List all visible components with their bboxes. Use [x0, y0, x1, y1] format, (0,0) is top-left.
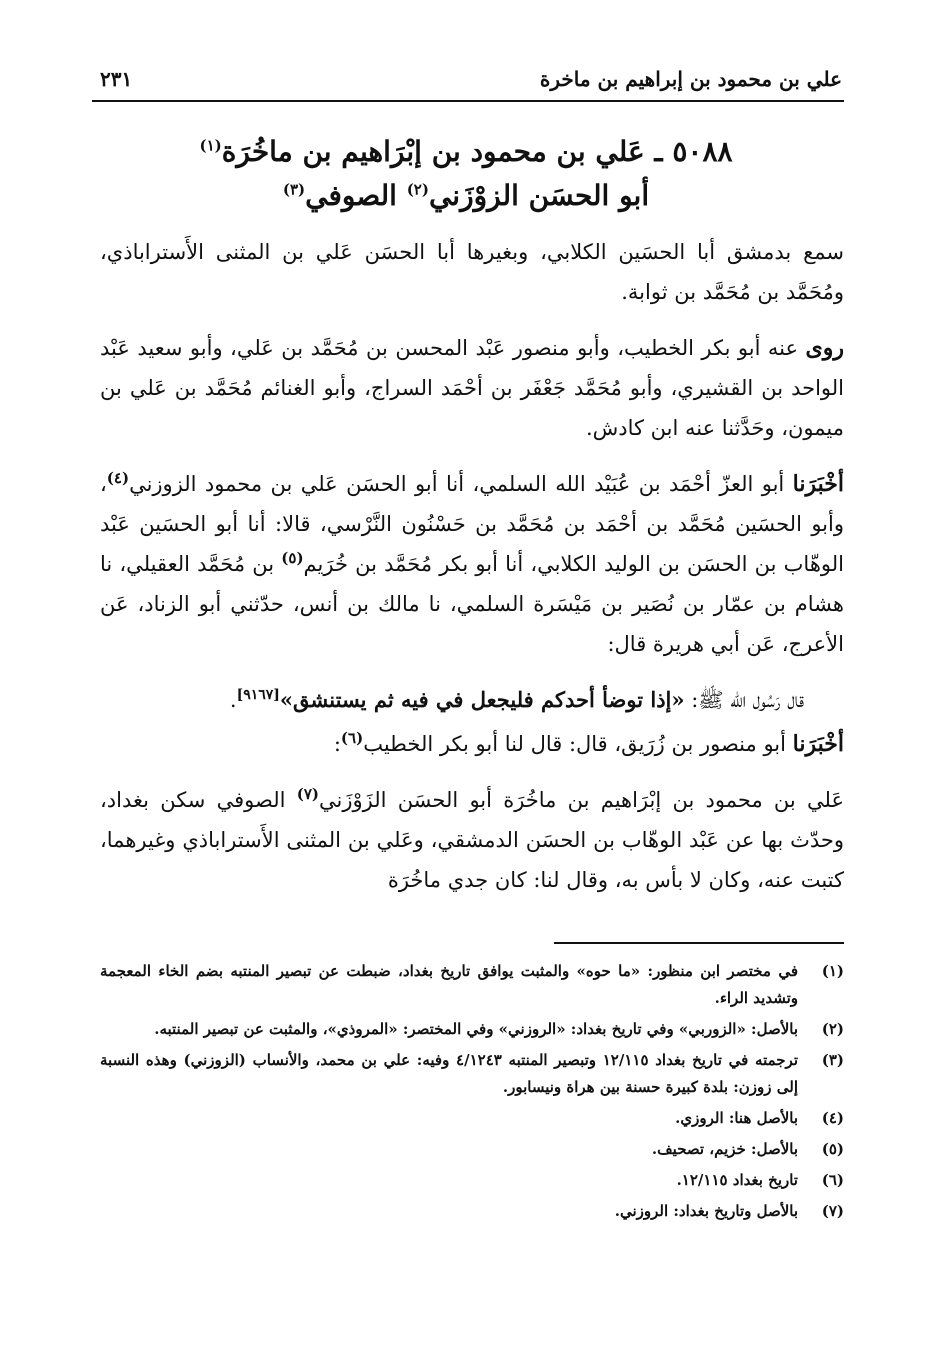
footnote-text: بالأصل وتاريخ بغداد: الروزني. [614, 1202, 798, 1220]
footnote-item [100, 1105, 844, 1132]
kunya-nisba: أبو الحسَن الزوْزَني [428, 179, 650, 212]
footnote-text: ترجمته في تاريخ بغداد ١٢/١١٥ وتبصير المنتبه ٤/١٢٤٣ وفيه: علي بن محمد، والأنساب (الزوزني) وهذه النسبة إلى زوزن: بلدة كبيرة حسنة بين هراة ونيسابور. [100, 1051, 798, 1096]
hadith-text: «إذا توضأ أحدكم فليجعل في فيه ثم يستنشق» [279, 687, 685, 712]
header-rule [92, 100, 844, 102]
footnote-number: (٣) [821, 1051, 844, 1069]
paragraph-text: الصوفي سكن بغداد، وحدّث بها عن عَبْد الوهّاب بن الحسَن الدمشقي، وعَلي بن المثنى الأَستراباذي وغيرهما، كتبت عنه، وكان لا بأس به، وقال لنا: كان جدي ماخُرَة [100, 788, 844, 892]
paragraph-text: عنه أبو بكر الخطيب، وأبو منصور عَبْد المحسن بن مُحَمَّد بن عَلي، وأبو سعيد عَبْد الواحد بن القشيري، وأبو مُحَمَّد جَعْفَر بن أحْمَد السراج، وأبو الغنائم مُحَمَّد بن عَلي بن ميمون، وحَدَّثنا عنه ابن كادش. [100, 336, 844, 440]
paragraph-second-isnad [100, 724, 844, 764]
footnote-item [100, 958, 844, 1012]
footnote-number: (٤) [821, 1109, 844, 1127]
footnote-marker: (٥) [281, 549, 304, 567]
footnote-marker: (٧) [296, 785, 319, 803]
paragraph-text: ، وأبو الحسَين مُحَمَّد بن أحْمَد بن مُحَمَّد بن حَسْنُون النَّرْسي، قالا: أنا أبو الحسَين عَبْد الوهّاب بن الحسَن بن الوليد الكلابي، أنا أبو بكر مُحَمَّد بن خُرَيم [100, 472, 844, 576]
paragraph-end: : [333, 732, 341, 756]
page-header [100, 62, 842, 96]
paragraph-text: بن مُحَمَّد العقيلي، نا هشام بن عمّار بن نُصَير بن مَيْسَرة السلمي، نا مالك بن أنس، حدّثني أبو الزناد، عَن الأعرج، عَن أبي هريرة قال: [100, 552, 844, 656]
footnote-number: (٢) [821, 1020, 844, 1038]
hadith-end: . [229, 688, 237, 712]
footnote-text: في مختصر ابن منظور: «ما حوه» والمثبت يوافق تاريخ بغداد، ضبطت عن تبصير المنتبه بضم الخاء المعجمة وتشديد الراء. [100, 962, 798, 1007]
footnote-text: بالأصل هنا: الروزي. [675, 1109, 798, 1127]
paragraph-text: عَلي بن محمود بن إبْرَاهيم بن ماخُرَة أبو الحسَن الزَوْزَني [319, 788, 844, 812]
footnote-number: (٥) [821, 1140, 844, 1158]
entry-number-and-name: ٥٠٨٨ ـ عَلي بن محمود بن إبْرَاهيم بن ماخُرَة [221, 135, 733, 168]
footnotes [100, 958, 844, 1229]
footnote-marker: (١) [199, 136, 222, 155]
lead-word: أخْبَرَنا [792, 471, 844, 497]
footnote-number: (٧) [821, 1202, 844, 1220]
sufi-label: الصوفي [305, 179, 397, 212]
paragraph-hadith [100, 680, 844, 720]
footnote-item [100, 1167, 844, 1194]
paragraph-biography [100, 780, 844, 900]
footnote-number: (١) [821, 962, 844, 980]
lead-word: روى [805, 335, 844, 361]
footnote-item [100, 1047, 844, 1101]
paragraph-text: أبو العزّ أحْمَد بن عُبَيْد الله السلمي، أنا أبو الحسَن عَلي بن محمود الزوزني [129, 472, 785, 496]
footnote-text: بالأصل: خزيم، تصحيف. [651, 1140, 798, 1158]
entry-title-line2 [90, 174, 842, 218]
footnote-marker: (٢) [406, 180, 429, 199]
footnote-item [100, 1198, 844, 1225]
paragraph-students [100, 328, 844, 448]
entry-title [90, 130, 842, 218]
paragraph-teachers [100, 232, 844, 312]
footnote-text: تاريخ بغداد ١٢/١١٥. [676, 1171, 798, 1189]
running-title: علي بن محمود بن إبراهيم بن ماخرة [539, 67, 842, 91]
hadith-prefix: قال رَسُول الله ﷺ: [691, 688, 804, 712]
paragraph-text: أبو منصور بن زُرَيق، قال: قال لنا أبو بكر الخطيب [363, 732, 786, 756]
footnote-rule [554, 942, 844, 944]
entry-title-line1 [90, 130, 842, 174]
footnote-text: بالأصل: «الزوربي» وفي تاريخ بغداد: «الروزني» وفي المختصر: «المروذي»، والمثبت عن تبصير المنتبه. [154, 1020, 798, 1038]
footnote-marker: (٣) [282, 180, 306, 199]
paragraph-isnad [100, 464, 844, 664]
hadith-number: [٩١٦٧] [236, 687, 280, 703]
main-text [100, 232, 844, 916]
footnote-number: (٦) [821, 1171, 844, 1189]
footnote-marker: (٤) [106, 469, 130, 487]
paragraph-text: سمع بدمشق أبا الحسَين الكلابي، وبغيرها أبا الحسَن عَلي بن المثنى الأَستراباذي، ومُحَمَّد بن مُحَمَّد بن ثوابة. [100, 240, 844, 304]
footnote-item [100, 1136, 844, 1163]
footnote-item [100, 1016, 844, 1043]
lead-word: أخْبَرَنا [792, 731, 844, 757]
footnote-marker: (٦) [340, 729, 364, 747]
page-number: ٢٣١ [100, 67, 133, 91]
